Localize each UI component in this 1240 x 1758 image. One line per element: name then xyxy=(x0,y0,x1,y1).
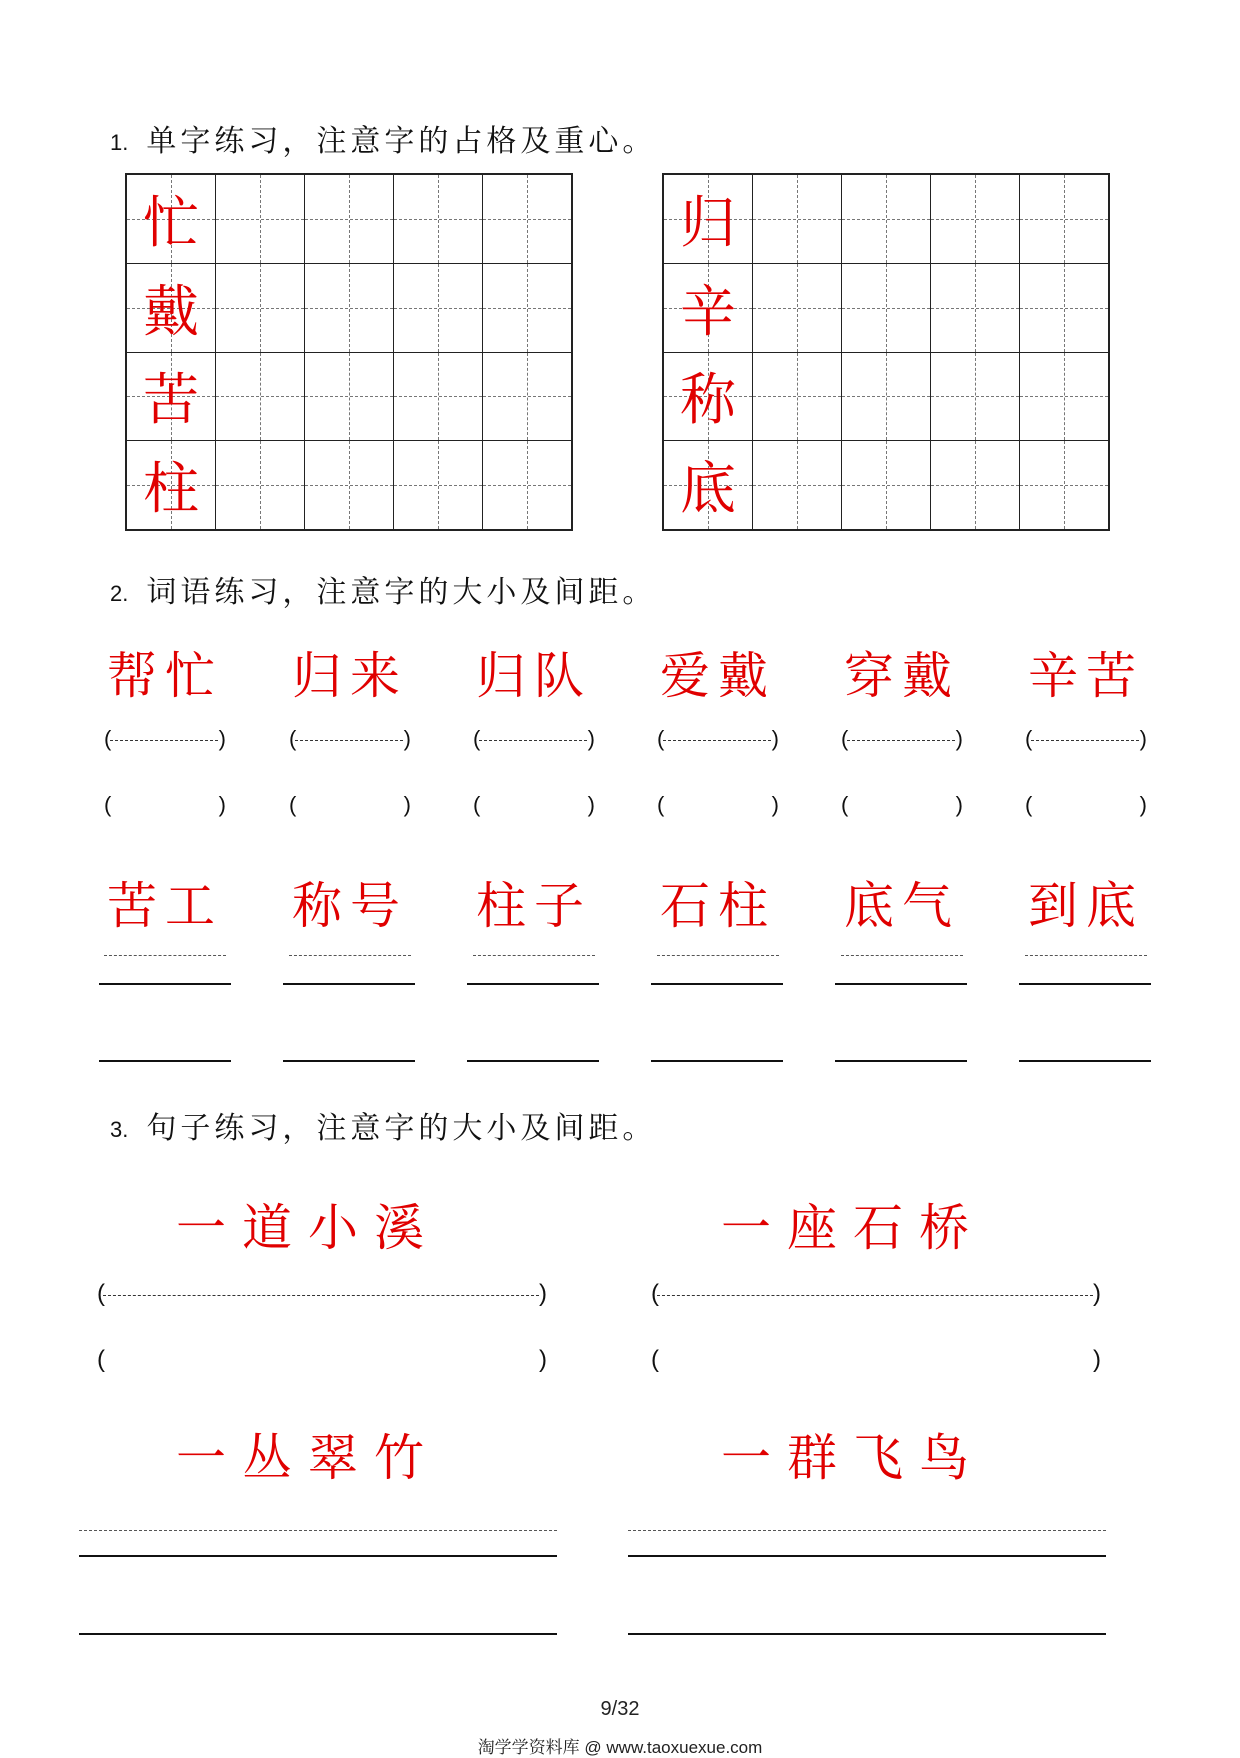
section-heading: 句子练习，注意字的大小及间距。 xyxy=(146,1111,657,1146)
grid-cell[interactable] xyxy=(931,264,1020,352)
section-number: 2. xyxy=(110,581,129,606)
section-number: 1. xyxy=(110,130,129,155)
grid-cell[interactable] xyxy=(842,441,931,529)
grid-cell[interactable] xyxy=(1020,441,1108,529)
answer-parentheses[interactable]: ( ) xyxy=(104,792,226,817)
practice-word: 归队 xyxy=(476,647,592,705)
grid-cell[interactable] xyxy=(394,353,483,441)
section-heading: 单字练习，注意字的占格及重心。 xyxy=(146,124,657,159)
practice-word: 称号 xyxy=(292,877,408,935)
footer-source: 淘学学资料库 @ www.taoxuexue.com xyxy=(477,1738,763,1757)
grid-cell xyxy=(127,264,216,352)
grid-row xyxy=(127,264,571,353)
answer-parentheses[interactable]: ( ) xyxy=(841,792,963,817)
grid-cell[interactable] xyxy=(483,175,571,263)
writing-line[interactable] xyxy=(467,1060,599,1062)
practice-word: 穿戴 xyxy=(844,647,960,705)
model-char: 忙 xyxy=(143,190,199,256)
grid-row xyxy=(664,353,1108,442)
writing-line[interactable] xyxy=(835,1060,967,1062)
grid-cell xyxy=(664,264,753,352)
writing-line[interactable] xyxy=(835,983,967,985)
grid-cell[interactable] xyxy=(305,264,394,352)
writing-line[interactable] xyxy=(283,983,415,985)
guide-dashed-line xyxy=(289,955,411,956)
model-char: 称 xyxy=(680,368,736,434)
practice-word: 到底 xyxy=(1028,877,1144,935)
section-heading: 词语练习，注意字的大小及间距。 xyxy=(146,575,657,610)
grid-cell[interactable] xyxy=(931,353,1020,441)
answer-parentheses[interactable]: ( ) xyxy=(1025,792,1147,817)
grid-row xyxy=(127,441,571,529)
answer-parentheses[interactable]: ( ) xyxy=(473,792,595,817)
writing-line[interactable] xyxy=(99,983,231,985)
writing-line[interactable] xyxy=(79,1555,557,1557)
writing-line[interactable] xyxy=(628,1633,1106,1635)
guide-dashed-line xyxy=(473,955,595,956)
grid-cell[interactable] xyxy=(394,441,483,529)
model-char: 戴 xyxy=(143,279,199,345)
grid-cell[interactable] xyxy=(216,264,305,352)
grid-cell xyxy=(127,441,216,529)
practice-phrase: 一群飞鸟 xyxy=(721,1429,985,1487)
grid-cell[interactable] xyxy=(1020,353,1108,441)
page-number: 9/32 xyxy=(600,1698,640,1720)
practice-word: 归来 xyxy=(292,647,408,705)
practice-phrase: 一丛翠竹 xyxy=(176,1429,440,1487)
writing-line[interactable] xyxy=(1019,1060,1151,1062)
answer-parentheses[interactable]: ( ) xyxy=(289,792,411,817)
guide-dashed-line xyxy=(841,955,963,956)
grid-cell xyxy=(127,353,216,441)
grid-cell[interactable] xyxy=(931,441,1020,529)
model-char: 柱 xyxy=(143,457,199,523)
writing-line[interactable] xyxy=(651,1060,783,1062)
grid-cell[interactable] xyxy=(394,175,483,263)
grid-cell[interactable] xyxy=(305,441,394,529)
writing-line[interactable] xyxy=(283,1060,415,1062)
grid-cell[interactable] xyxy=(842,353,931,441)
practice-word: 石柱 xyxy=(660,877,776,935)
writing-line[interactable] xyxy=(651,983,783,985)
practice-word: 爱戴 xyxy=(660,647,776,705)
answer-parentheses[interactable]: ( ) xyxy=(289,726,411,751)
char-grid-right xyxy=(662,173,1110,531)
answer-parentheses[interactable]: ( ) xyxy=(651,1280,1101,1307)
grid-cell[interactable] xyxy=(483,441,571,529)
answer-parentheses[interactable]: ( ) xyxy=(104,726,226,751)
grid-row xyxy=(664,175,1108,264)
grid-cell xyxy=(664,441,753,529)
practice-word: 柱子 xyxy=(476,877,592,935)
section-number: 3. xyxy=(110,1117,129,1142)
model-char: 辛 xyxy=(680,279,736,345)
grid-cell[interactable] xyxy=(305,175,394,263)
grid-cell xyxy=(127,175,216,263)
grid-cell[interactable] xyxy=(394,264,483,352)
grid-cell[interactable] xyxy=(842,264,931,352)
guide-dashed-line xyxy=(79,1530,557,1531)
answer-parentheses[interactable]: ( ) xyxy=(473,726,595,751)
answer-parentheses[interactable]: ( ) xyxy=(1025,726,1147,751)
char-grid-left xyxy=(125,173,573,531)
grid-cell xyxy=(664,353,753,441)
section-3-title xyxy=(110,1103,656,1147)
answer-parentheses[interactable]: ( ) xyxy=(841,726,963,751)
writing-line[interactable] xyxy=(1019,983,1151,985)
section-1-title xyxy=(110,116,656,160)
writing-line[interactable] xyxy=(467,983,599,985)
grid-row xyxy=(664,264,1108,353)
practice-word: 辛苦 xyxy=(1028,647,1144,705)
grid-row xyxy=(127,175,571,264)
grid-cell[interactable] xyxy=(216,441,305,529)
answer-parentheses[interactable]: ( ) xyxy=(657,726,779,751)
model-char: 苦 xyxy=(143,368,199,434)
writing-line[interactable] xyxy=(628,1555,1106,1557)
grid-cell[interactable] xyxy=(216,175,305,263)
grid-cell[interactable] xyxy=(1020,264,1108,352)
practice-phrase: 一道小溪 xyxy=(176,1199,440,1257)
guide-dashed-line xyxy=(104,955,226,956)
model-char: 底 xyxy=(680,457,736,523)
grid-row xyxy=(664,441,1108,529)
grid-cell[interactable] xyxy=(483,264,571,352)
practice-phrase: 一座石桥 xyxy=(721,1199,985,1257)
writing-line[interactable] xyxy=(99,1060,231,1062)
grid-cell[interactable] xyxy=(931,175,1020,263)
answer-parentheses[interactable]: ( ) xyxy=(651,1346,1101,1373)
grid-cell[interactable] xyxy=(1020,175,1108,263)
grid-row xyxy=(127,353,571,442)
answer-parentheses[interactable]: ( ) xyxy=(97,1346,547,1373)
answer-parentheses[interactable]: ( ) xyxy=(97,1280,547,1307)
grid-cell[interactable] xyxy=(753,353,842,441)
grid-cell[interactable] xyxy=(305,353,394,441)
practice-word: 苦工 xyxy=(107,877,223,935)
grid-cell[interactable] xyxy=(216,353,305,441)
grid-cell[interactable] xyxy=(753,264,842,352)
practice-word: 帮忙 xyxy=(107,647,223,705)
answer-parentheses[interactable]: ( ) xyxy=(657,792,779,817)
section-2-title xyxy=(110,567,656,611)
grid-cell[interactable] xyxy=(753,441,842,529)
writing-line[interactable] xyxy=(79,1633,557,1635)
grid-cell xyxy=(664,175,753,263)
grid-cell[interactable] xyxy=(842,175,931,263)
grid-cell[interactable] xyxy=(483,353,571,441)
grid-cell[interactable] xyxy=(753,175,842,263)
guide-dashed-line xyxy=(1025,955,1147,956)
model-char: 归 xyxy=(680,190,736,256)
practice-word: 底气 xyxy=(844,877,960,935)
guide-dashed-line xyxy=(657,955,779,956)
guide-dashed-line xyxy=(628,1530,1106,1531)
